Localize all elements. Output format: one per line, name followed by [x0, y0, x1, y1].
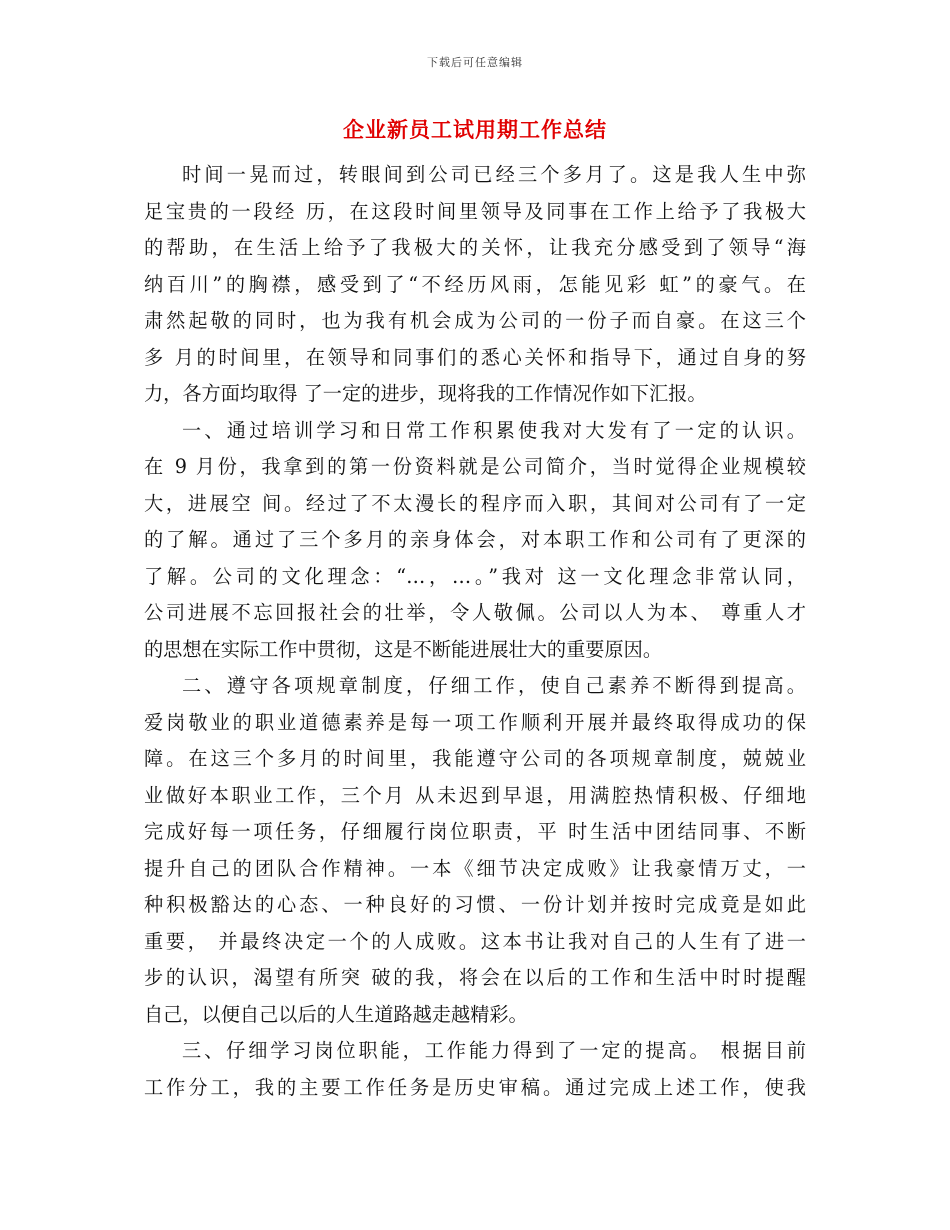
text-line: 大，进展空 间。经过了不太漫长的程序而入职，其间对公司有了一定: [144, 491, 806, 515]
text-line: 三、仔细学习岗位职能，工作能力得到了一定的提高。 根据目前: [182, 1039, 806, 1062]
text-line: 工作分工，我的主要工作任务是历史审稿。通过完成上述工作，使我: [144, 1075, 806, 1099]
text-line: 力，各方面均取得 了一定的进步，现将我的工作情况作如下汇报。: [144, 382, 707, 405]
text-line: 完成好每一项任务，仔细履行岗位职责，平 时生活中团结同事、不断: [144, 820, 806, 843]
page-title: 企业新员工试用期工作总结: [343, 117, 607, 142]
text-line: 一、通过培训学习和日常工作积累使我对大发有了一定的认识。: [182, 418, 806, 442]
text-line: 多 月的时间里，在领导和同事们的悉心关怀和指导下，通过自身的努: [144, 345, 806, 369]
text-line: 足宝贵的一段经 历，在这段时间里领导及同事在工作上给予了我极大: [144, 199, 806, 223]
text-line: 业做好本职业工作，三个月 从未迟到早退，用满腔热情积极、仔细地: [144, 783, 806, 807]
text-line: 肃然起敬的同时，也为我有机会成为公司的一份子而自豪。在这三个: [144, 309, 806, 332]
text-line: 种积极豁达的心态、一种良好的习惯、一份计划并按时完成竟是如此: [144, 893, 806, 916]
text-line: 障。在这三个多月的时间里，我能遵守公司的各项规章制度，兢兢业: [144, 747, 806, 770]
text-line: 爱岗敬业的职业道德素养是每一项工作顺利开展并最终取得成功的保: [144, 710, 806, 734]
document-body: [144, 157, 806, 1106]
text-line: 提升自己的团队合作精神。一本《细节决定成败》让我豪情万丈，一: [144, 856, 806, 880]
text-line: 重要， 并最终决定一个的人成败。这本书让我对自己的人生有了进一: [144, 929, 806, 953]
text-line: 纳百川”的胸襟，感受到了“不经历风雨，怎能见彩 虹”的豪气。在: [144, 272, 806, 296]
text-line: 的思想在实际工作中贯彻，这是不断能进展壮大的重要原因。: [144, 637, 663, 661]
header-note: 下载后可任意编辑: [427, 56, 523, 69]
text-line: 了解。公司的文化理念：“…，…。”我对 这一文化理念非常认同，: [144, 564, 806, 588]
text-line: 的了解。通过了三个多月的亲身体会，对本职工作和公司有了更深的: [144, 528, 806, 551]
text-line: 公司进展不忘回报社会的壮举，令人敬佩。公司以人为本、 尊重人才: [144, 601, 806, 624]
text-line: 的帮助，在生活上给予了我极大的关怀，让我充分感受到了领导“海: [144, 236, 806, 259]
text-line: 时间一晃而过，转眼间到公司已经三个多月了。这是我人生中弥: [182, 163, 806, 186]
text-line: 自己，以便自己以后的人生道路越走越精彩。: [144, 1002, 528, 1026]
text-line: 在 9 月份，我拿到的第一份资料就是公司简介，当时觉得企业规模较: [144, 455, 806, 478]
text-line: 二、遵守各项规章制度，仔细工作，使自己素养不断得到提高。: [182, 674, 806, 697]
text-line: 步的认识，渴望有所突 破的我，将会在以后的工作和生活中时时提醒: [144, 966, 806, 989]
